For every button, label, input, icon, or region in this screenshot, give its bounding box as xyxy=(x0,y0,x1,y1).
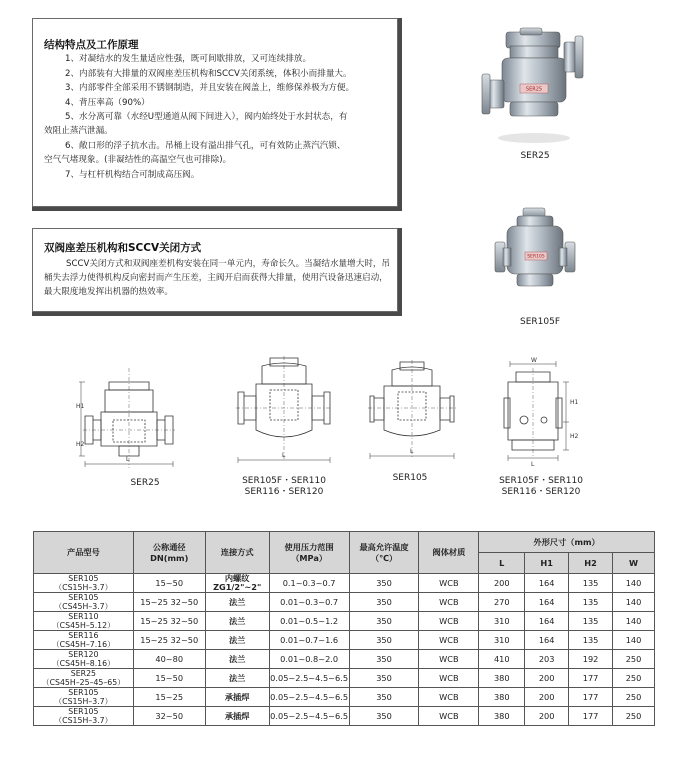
ser105f-photo-badge: SER105 xyxy=(527,254,545,260)
cell-w: 250 xyxy=(613,707,655,726)
cell-h1: 164 xyxy=(525,631,569,650)
side-view-dim-l: L xyxy=(531,461,535,468)
cell-temperature: 350 xyxy=(349,669,419,688)
feature-item: 7、与杠杆机构结合可制成高压阀。 xyxy=(65,170,200,180)
side-view-drawing xyxy=(494,356,588,468)
ser25-dim-h2: H2 xyxy=(76,441,85,448)
table-row xyxy=(34,612,655,631)
table-row xyxy=(34,593,655,612)
cell-connection: 法兰 xyxy=(205,631,269,650)
ser25-photo-caption: SER25 xyxy=(520,151,550,161)
cell-dn: 15~50 xyxy=(133,669,205,688)
ser25-drawing xyxy=(76,364,189,474)
cell-pressure: 0.05~2.5~4.5~6.5 xyxy=(269,688,349,707)
cell-model: SER105 （CS15H–3.7） xyxy=(34,707,134,726)
table-row xyxy=(34,669,655,688)
feature-item: 5、水分离可靠（水经U型通道从阀下间进入），阀内始终处于水封状态，有 xyxy=(65,112,348,122)
cell-model: SER110 （CS45H–5.12） xyxy=(34,612,134,631)
feature-item-continued: 空气气堵现象。(非凝结性的高温空气也可排除)。 xyxy=(44,155,232,165)
col-material: 阀体材质 xyxy=(419,532,479,574)
cell-w: 250 xyxy=(613,688,655,707)
cell-w: 140 xyxy=(613,612,655,631)
cell-connection: 法兰 xyxy=(205,612,269,631)
cell-h2: 177 xyxy=(569,688,613,707)
side-view-dim-h2: H2 xyxy=(570,433,579,440)
cell-w: 140 xyxy=(613,593,655,612)
features-title: 结构特点及工作原理 xyxy=(44,39,139,51)
ser25-dim-h1: H1 xyxy=(76,403,85,410)
side-view-dim-w: W xyxy=(531,357,537,364)
cell-temperature: 350 xyxy=(349,688,419,707)
cell-temperature: 350 xyxy=(349,650,419,669)
sccv-title: 双阀座差压机构和SCCV关闭方式 xyxy=(44,242,202,254)
side-view-caption-1: SER105F・SER110 xyxy=(499,476,583,486)
cell-w: 250 xyxy=(613,669,655,688)
cell-material: WCB xyxy=(419,688,479,707)
ser25-dim-l: L xyxy=(126,456,130,463)
cell-h1: 164 xyxy=(525,593,569,612)
cell-h2: 192 xyxy=(569,650,613,669)
cell-dn: 32~50 xyxy=(133,707,205,726)
col-dimensions: 外形尺寸（mm） xyxy=(479,532,655,553)
cell-connection: 法兰 xyxy=(205,669,269,688)
cell-h2: 135 xyxy=(569,612,613,631)
ser105-drawing xyxy=(368,360,456,464)
cell-connection: 法兰 xyxy=(205,593,269,612)
col-pressure: 使用压力范围 （MPa） xyxy=(269,532,349,574)
features-list xyxy=(65,52,354,125)
cell-h2: 177 xyxy=(569,669,613,688)
ser105f-drawing-caption-2: SER116・SER120 xyxy=(244,487,324,497)
table-row xyxy=(34,650,655,669)
cell-w: 140 xyxy=(613,574,655,593)
ser105f-dim-l: L xyxy=(282,452,286,459)
col-l: L xyxy=(479,553,525,574)
spec-table xyxy=(33,531,655,726)
cell-h1: 164 xyxy=(525,574,569,593)
sccv-paragraph: SCCV关闭方式和双阀座差机构安装在同一单元内，寿命长久。当凝结水量增大时，吊桶失去浮力使得机构反向密封而产生压差，主阀开启而获得大排量，使用汽设备迅速启动，最大限度地发挥出机器的热效率。 xyxy=(44,259,391,297)
feature-item: 1、对凝结水的发生量适应性强，既可间歇排放，又可连续排放。 xyxy=(65,54,312,64)
col-temperature: 最高允许温度 （℃） xyxy=(349,532,419,574)
cell-material: WCB xyxy=(419,574,479,593)
cell-material: WCB xyxy=(419,650,479,669)
cell-material: WCB xyxy=(419,669,479,688)
cell-l: 310 xyxy=(479,631,525,650)
cell-connection: 承插焊 xyxy=(205,688,269,707)
cell-l: 200 xyxy=(479,574,525,593)
col-model: 产品型号 xyxy=(34,532,134,574)
ser25-product-photo xyxy=(480,28,586,146)
cell-h1: 200 xyxy=(525,688,569,707)
cell-w: 140 xyxy=(613,631,655,650)
cell-temperature: 350 xyxy=(349,631,419,650)
cell-dn: 40~80 xyxy=(133,650,205,669)
col-h1: H1 xyxy=(525,553,569,574)
cell-dn: 15~25 32~50 xyxy=(133,593,205,612)
cell-connection: 内螺纹 ZG1/2"~2" xyxy=(205,574,269,593)
feature-item-continued: 效阻止蒸汽泄漏。 xyxy=(44,126,113,136)
table-row xyxy=(34,688,655,707)
cell-model: SER105 （CS15H–3.7） xyxy=(34,574,134,593)
col-connection: 连接方式 xyxy=(205,532,269,574)
col-w: W xyxy=(613,553,655,574)
cell-pressure: 0.1~0.3~0.7 xyxy=(269,574,349,593)
cell-l: 310 xyxy=(479,612,525,631)
cell-pressure: 0.05~2.5~4.5~6.5 xyxy=(269,669,349,688)
cell-material: WCB xyxy=(419,612,479,631)
feature-item: 6、敞口形的浮子抗水击。吊桶上设有溢出排气孔，可有效防止蒸汽汽锁、 xyxy=(65,141,346,151)
cell-dn: 15~50 xyxy=(133,574,205,593)
ser105-drawing-caption: SER105 xyxy=(392,473,428,483)
cell-material: WCB xyxy=(419,593,479,612)
col-h2: H2 xyxy=(569,553,613,574)
cell-pressure: 0.01~0.8~2.0 xyxy=(269,650,349,669)
ser105f-photo-caption: SER105F xyxy=(519,317,560,327)
cell-h1: 203 xyxy=(525,650,569,669)
cell-temperature: 350 xyxy=(349,574,419,593)
cell-h2: 135 xyxy=(569,631,613,650)
cell-l: 270 xyxy=(479,593,525,612)
cell-h2: 135 xyxy=(569,574,613,593)
cell-l: 410 xyxy=(479,650,525,669)
ser25-drawing-caption: SER25 xyxy=(130,478,160,488)
cell-h1: 164 xyxy=(525,612,569,631)
cell-model: SER116 （CS45H–7.16） xyxy=(34,631,134,650)
cell-model: SER105 （CS45H–3.7） xyxy=(34,593,134,612)
ser105-dim-l: L xyxy=(410,448,414,455)
feature-item: 3、内部零件全部采用不锈钢制造，并且安装在阀盖上，维修保养极为方便。 xyxy=(65,83,355,93)
cell-temperature: 350 xyxy=(349,612,419,631)
table-row xyxy=(34,574,655,593)
cell-h2: 135 xyxy=(569,593,613,612)
cell-connection: 法兰 xyxy=(205,650,269,669)
ser105f-drawing xyxy=(236,356,332,468)
cell-connection: 承插焊 xyxy=(205,707,269,726)
cell-pressure: 0.01~0.3~0.7 xyxy=(269,593,349,612)
cell-temperature: 350 xyxy=(349,593,419,612)
sccv-box xyxy=(32,228,402,316)
cell-model: SER120 （CS45H–8.16） xyxy=(34,650,134,669)
ser25-photo-badge: SER25 xyxy=(525,86,543,93)
cell-w: 250 xyxy=(613,650,655,669)
cell-model: SER25 （CS45H–25–45–65） xyxy=(34,669,134,688)
cell-dn: 15~25 32~50 xyxy=(133,631,205,650)
cell-dn: 15~25 32~50 xyxy=(133,612,205,631)
ser105f-drawing-caption-1: SER105F・SER110 xyxy=(242,476,326,486)
cell-material: WCB xyxy=(419,631,479,650)
cell-pressure: 0.01~0.7~1.6 xyxy=(269,631,349,650)
side-view-caption-2: SER116・SER120 xyxy=(501,487,581,497)
feature-item: 2、内部装有大排量的双阀座差压机构和SCCV关闭系统，体积小而排量大。 xyxy=(65,68,352,79)
cell-l: 380 xyxy=(479,688,525,707)
cell-l: 380 xyxy=(479,707,525,726)
cell-h1: 200 xyxy=(525,707,569,726)
cell-pressure: 0.05~2.5~4.5~6.5 xyxy=(269,707,349,726)
cell-temperature: 350 xyxy=(349,707,419,726)
cell-dn: 15~25 xyxy=(133,688,205,707)
side-view-dim-h1: H1 xyxy=(570,399,579,406)
table-row xyxy=(34,707,655,726)
ser105f-product-photo xyxy=(493,206,577,300)
cell-pressure: 0.01~0.5~1.2 xyxy=(269,612,349,631)
cell-material: WCB xyxy=(419,707,479,726)
feature-item: 4、背压率高（90%） xyxy=(65,97,150,108)
col-dn: 公称通径 DN(mm) xyxy=(133,532,205,574)
cell-h1: 200 xyxy=(525,669,569,688)
cell-model: SER105 （CS15H–3.7） xyxy=(34,688,134,707)
features-box xyxy=(32,18,402,211)
table-header-row xyxy=(34,532,655,553)
cell-l: 380 xyxy=(479,669,525,688)
cell-h2: 177 xyxy=(569,707,613,726)
table-row xyxy=(34,631,655,650)
